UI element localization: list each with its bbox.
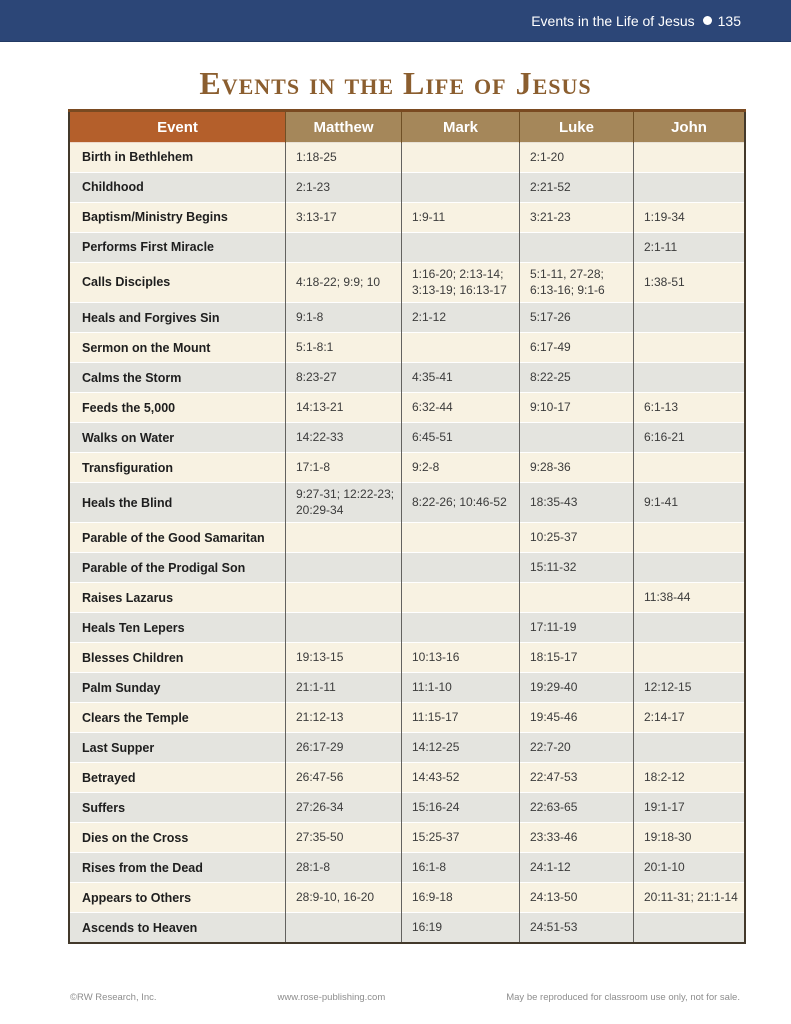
reference-cell bbox=[402, 233, 520, 263]
reference-cell bbox=[286, 613, 402, 643]
page-number: 135 bbox=[717, 12, 741, 29]
reference-cell bbox=[634, 173, 746, 203]
table-row bbox=[69, 733, 745, 763]
reference-cell: 14:22-33 bbox=[286, 423, 402, 453]
table-row bbox=[69, 643, 745, 673]
reference-cell: 24:13-50 bbox=[520, 883, 634, 913]
table-row bbox=[69, 703, 745, 733]
reference-cell: 19:45-46 bbox=[520, 703, 634, 733]
table-row bbox=[69, 333, 745, 363]
footer-website: www.rose-publishing.com bbox=[277, 992, 386, 1003]
reference-cell: 16:9-18 bbox=[402, 883, 520, 913]
reference-cell: 28:9-10, 16-20 bbox=[286, 883, 402, 913]
reference-cell bbox=[286, 233, 402, 263]
reference-cell bbox=[634, 333, 746, 363]
event-cell: Baptism/Ministry Begins bbox=[69, 203, 286, 233]
table-row bbox=[69, 553, 745, 583]
reference-cell: 14:43-52 bbox=[402, 763, 520, 793]
reference-cell: 23:33-46 bbox=[520, 823, 634, 853]
events-table bbox=[68, 109, 746, 944]
event-cell: Palm Sunday bbox=[69, 673, 286, 703]
reference-cell: 12:12-15 bbox=[634, 673, 746, 703]
event-cell: Heals the Blind bbox=[69, 483, 286, 523]
reference-cell: 22:47-53 bbox=[520, 763, 634, 793]
reference-cell: 19:18-30 bbox=[634, 823, 746, 853]
column-header-luke: Luke bbox=[520, 111, 634, 143]
running-header-label: Events in the Life of Jesus bbox=[531, 12, 695, 29]
table-row bbox=[69, 453, 745, 483]
reference-cell bbox=[634, 523, 746, 553]
table-row bbox=[69, 483, 745, 523]
reference-cell bbox=[286, 583, 402, 613]
reference-cell bbox=[520, 233, 634, 263]
reference-cell: 2:1-11 bbox=[634, 233, 746, 263]
reference-cell: 8:22-25 bbox=[520, 363, 634, 393]
table-row bbox=[69, 423, 745, 453]
table-row bbox=[69, 583, 745, 613]
reference-cell: 6:32-44 bbox=[402, 393, 520, 423]
reference-cell: 21:1-11 bbox=[286, 673, 402, 703]
reference-cell: 26:17-29 bbox=[286, 733, 402, 763]
table-row bbox=[69, 823, 745, 853]
reference-cell bbox=[634, 733, 746, 763]
reference-cell bbox=[634, 143, 746, 173]
reference-cell: 6:17-49 bbox=[520, 333, 634, 363]
event-cell: Calls Disciples bbox=[69, 263, 286, 303]
event-cell: Ascends to Heaven bbox=[69, 913, 286, 943]
reference-cell: 22:63-65 bbox=[520, 793, 634, 823]
table-row bbox=[69, 853, 745, 883]
reference-cell bbox=[402, 173, 520, 203]
reference-cell: 27:26-34 bbox=[286, 793, 402, 823]
event-cell: Childhood bbox=[69, 173, 286, 203]
reference-cell bbox=[402, 333, 520, 363]
reference-cell: 2:1-23 bbox=[286, 173, 402, 203]
events-table-container bbox=[68, 109, 738, 944]
footer-copyright: ©RW Research, Inc. bbox=[70, 992, 157, 1003]
reference-cell: 2:21-52 bbox=[520, 173, 634, 203]
reference-cell bbox=[402, 613, 520, 643]
reference-cell: 16:1-8 bbox=[402, 853, 520, 883]
table-row bbox=[69, 913, 745, 943]
reference-cell: 20:11-31; 21:1-14 bbox=[634, 883, 746, 913]
footer-license-note: May be reproduced for classroom use only, not for sale. bbox=[506, 992, 740, 1003]
table-row bbox=[69, 263, 745, 303]
reference-cell: 9:2-8 bbox=[402, 453, 520, 483]
reference-cell: 14:13-21 bbox=[286, 393, 402, 423]
column-header-event: Event bbox=[69, 111, 286, 143]
event-cell: Transfiguration bbox=[69, 453, 286, 483]
bullet-icon bbox=[703, 16, 712, 25]
reference-cell: 3:21-23 bbox=[520, 203, 634, 233]
event-cell: Birth in Bethlehem bbox=[69, 143, 286, 173]
reference-cell bbox=[634, 643, 746, 673]
reference-cell: 14:12-25 bbox=[402, 733, 520, 763]
reference-cell: 18:35-43 bbox=[520, 483, 634, 523]
table-row bbox=[69, 673, 745, 703]
table-row bbox=[69, 763, 745, 793]
event-cell: Dies on the Cross bbox=[69, 823, 286, 853]
event-cell: Rises from the Dead bbox=[69, 853, 286, 883]
reference-cell bbox=[634, 453, 746, 483]
table-header-row bbox=[69, 111, 745, 143]
reference-cell bbox=[520, 583, 634, 613]
reference-cell: 11:1-10 bbox=[402, 673, 520, 703]
reference-cell: 6:16-21 bbox=[634, 423, 746, 453]
reference-cell: 17:11-19 bbox=[520, 613, 634, 643]
reference-cell bbox=[402, 553, 520, 583]
reference-cell: 2:1-20 bbox=[520, 143, 634, 173]
event-cell: Raises Lazarus bbox=[69, 583, 286, 613]
page-header-bar bbox=[0, 0, 791, 42]
reference-cell: 21:12-13 bbox=[286, 703, 402, 733]
reference-cell: 1:18-25 bbox=[286, 143, 402, 173]
event-cell: Sermon on the Mount bbox=[69, 333, 286, 363]
event-cell: Walks on Water bbox=[69, 423, 286, 453]
reference-cell: 2:1-12 bbox=[402, 303, 520, 333]
column-header-mark: Mark bbox=[402, 111, 520, 143]
reference-cell: 15:25-37 bbox=[402, 823, 520, 853]
reference-cell: 6:1-13 bbox=[634, 393, 746, 423]
reference-cell: 11:15-17 bbox=[402, 703, 520, 733]
reference-cell: 2:14-17 bbox=[634, 703, 746, 733]
reference-cell: 10:13-16 bbox=[402, 643, 520, 673]
event-cell: Heals and Forgives Sin bbox=[69, 303, 286, 333]
reference-cell: 8:23-27 bbox=[286, 363, 402, 393]
reference-cell: 11:38-44 bbox=[634, 583, 746, 613]
reference-cell bbox=[520, 423, 634, 453]
event-cell: Parable of the Good Samaritan bbox=[69, 523, 286, 553]
event-cell: Suffers bbox=[69, 793, 286, 823]
reference-cell: 26:47-56 bbox=[286, 763, 402, 793]
table-row bbox=[69, 613, 745, 643]
event-cell: Blesses Children bbox=[69, 643, 286, 673]
reference-cell bbox=[634, 913, 746, 943]
table-row bbox=[69, 173, 745, 203]
column-header-matthew: Matthew bbox=[286, 111, 402, 143]
reference-cell bbox=[634, 363, 746, 393]
reference-cell: 9:10-17 bbox=[520, 393, 634, 423]
reference-cell: 15:11-32 bbox=[520, 553, 634, 583]
event-cell: Appears to Others bbox=[69, 883, 286, 913]
reference-cell: 1:19-34 bbox=[634, 203, 746, 233]
reference-cell: 18:2-12 bbox=[634, 763, 746, 793]
table-row bbox=[69, 363, 745, 393]
reference-cell bbox=[634, 613, 746, 643]
table-row bbox=[69, 523, 745, 553]
event-cell: Heals Ten Lepers bbox=[69, 613, 286, 643]
reference-cell bbox=[402, 583, 520, 613]
reference-cell: 19:29-40 bbox=[520, 673, 634, 703]
table-row bbox=[69, 233, 745, 263]
reference-cell: 5:17-26 bbox=[520, 303, 634, 333]
reference-cell: 5:1-11, 27-28; 6:13-16; 9:1-6 bbox=[520, 263, 634, 303]
reference-cell: 22:7-20 bbox=[520, 733, 634, 763]
reference-cell: 24:1-12 bbox=[520, 853, 634, 883]
table-row bbox=[69, 883, 745, 913]
table-row bbox=[69, 303, 745, 333]
table-header bbox=[69, 111, 745, 143]
event-cell: Betrayed bbox=[69, 763, 286, 793]
reference-cell bbox=[286, 523, 402, 553]
reference-cell: 18:15-17 bbox=[520, 643, 634, 673]
reference-cell: 19:13-15 bbox=[286, 643, 402, 673]
reference-cell bbox=[286, 913, 402, 943]
reference-cell: 15:16-24 bbox=[402, 793, 520, 823]
reference-cell: 9:1-41 bbox=[634, 483, 746, 523]
reference-cell: 5:1-8:1 bbox=[286, 333, 402, 363]
table-row bbox=[69, 203, 745, 233]
reference-cell: 17:1-8 bbox=[286, 453, 402, 483]
reference-cell bbox=[634, 303, 746, 333]
reference-cell: 9:1-8 bbox=[286, 303, 402, 333]
reference-cell: 20:1-10 bbox=[634, 853, 746, 883]
event-cell: Parable of the Prodigal Son bbox=[69, 553, 286, 583]
reference-cell: 19:1-17 bbox=[634, 793, 746, 823]
event-cell: Performs First Miracle bbox=[69, 233, 286, 263]
reference-cell: 1:38-51 bbox=[634, 263, 746, 303]
reference-cell: 9:28-36 bbox=[520, 453, 634, 483]
reference-cell: 24:51-53 bbox=[520, 913, 634, 943]
table-row bbox=[69, 393, 745, 423]
table-row bbox=[69, 793, 745, 823]
reference-cell bbox=[286, 553, 402, 583]
event-cell: Calms the Storm bbox=[69, 363, 286, 393]
event-cell: Feeds the 5,000 bbox=[69, 393, 286, 423]
reference-cell bbox=[402, 523, 520, 553]
reference-cell bbox=[402, 143, 520, 173]
reference-cell: 6:45-51 bbox=[402, 423, 520, 453]
table-body bbox=[69, 143, 745, 943]
column-header-john: John bbox=[634, 111, 746, 143]
reference-cell: 4:35-41 bbox=[402, 363, 520, 393]
page-footer bbox=[0, 992, 791, 1003]
reference-cell: 1:16-20; 2:13-14; 3:13-19; 16:13-17 bbox=[402, 263, 520, 303]
reference-cell: 27:35-50 bbox=[286, 823, 402, 853]
table-row bbox=[69, 143, 745, 173]
reference-cell: 9:27-31; 12:22-23; 20:29-34 bbox=[286, 483, 402, 523]
reference-cell: 4:18-22; 9:9; 10 bbox=[286, 263, 402, 303]
reference-cell: 1:9-11 bbox=[402, 203, 520, 233]
reference-cell: 16:19 bbox=[402, 913, 520, 943]
event-cell: Last Supper bbox=[69, 733, 286, 763]
event-cell: Clears the Temple bbox=[69, 703, 286, 733]
reference-cell: 28:1-8 bbox=[286, 853, 402, 883]
reference-cell: 10:25-37 bbox=[520, 523, 634, 553]
reference-cell: 8:22-26; 10:46-52 bbox=[402, 483, 520, 523]
page-title: Events in the Life of Jesus bbox=[199, 65, 592, 101]
reference-cell bbox=[634, 553, 746, 583]
reference-cell: 3:13-17 bbox=[286, 203, 402, 233]
